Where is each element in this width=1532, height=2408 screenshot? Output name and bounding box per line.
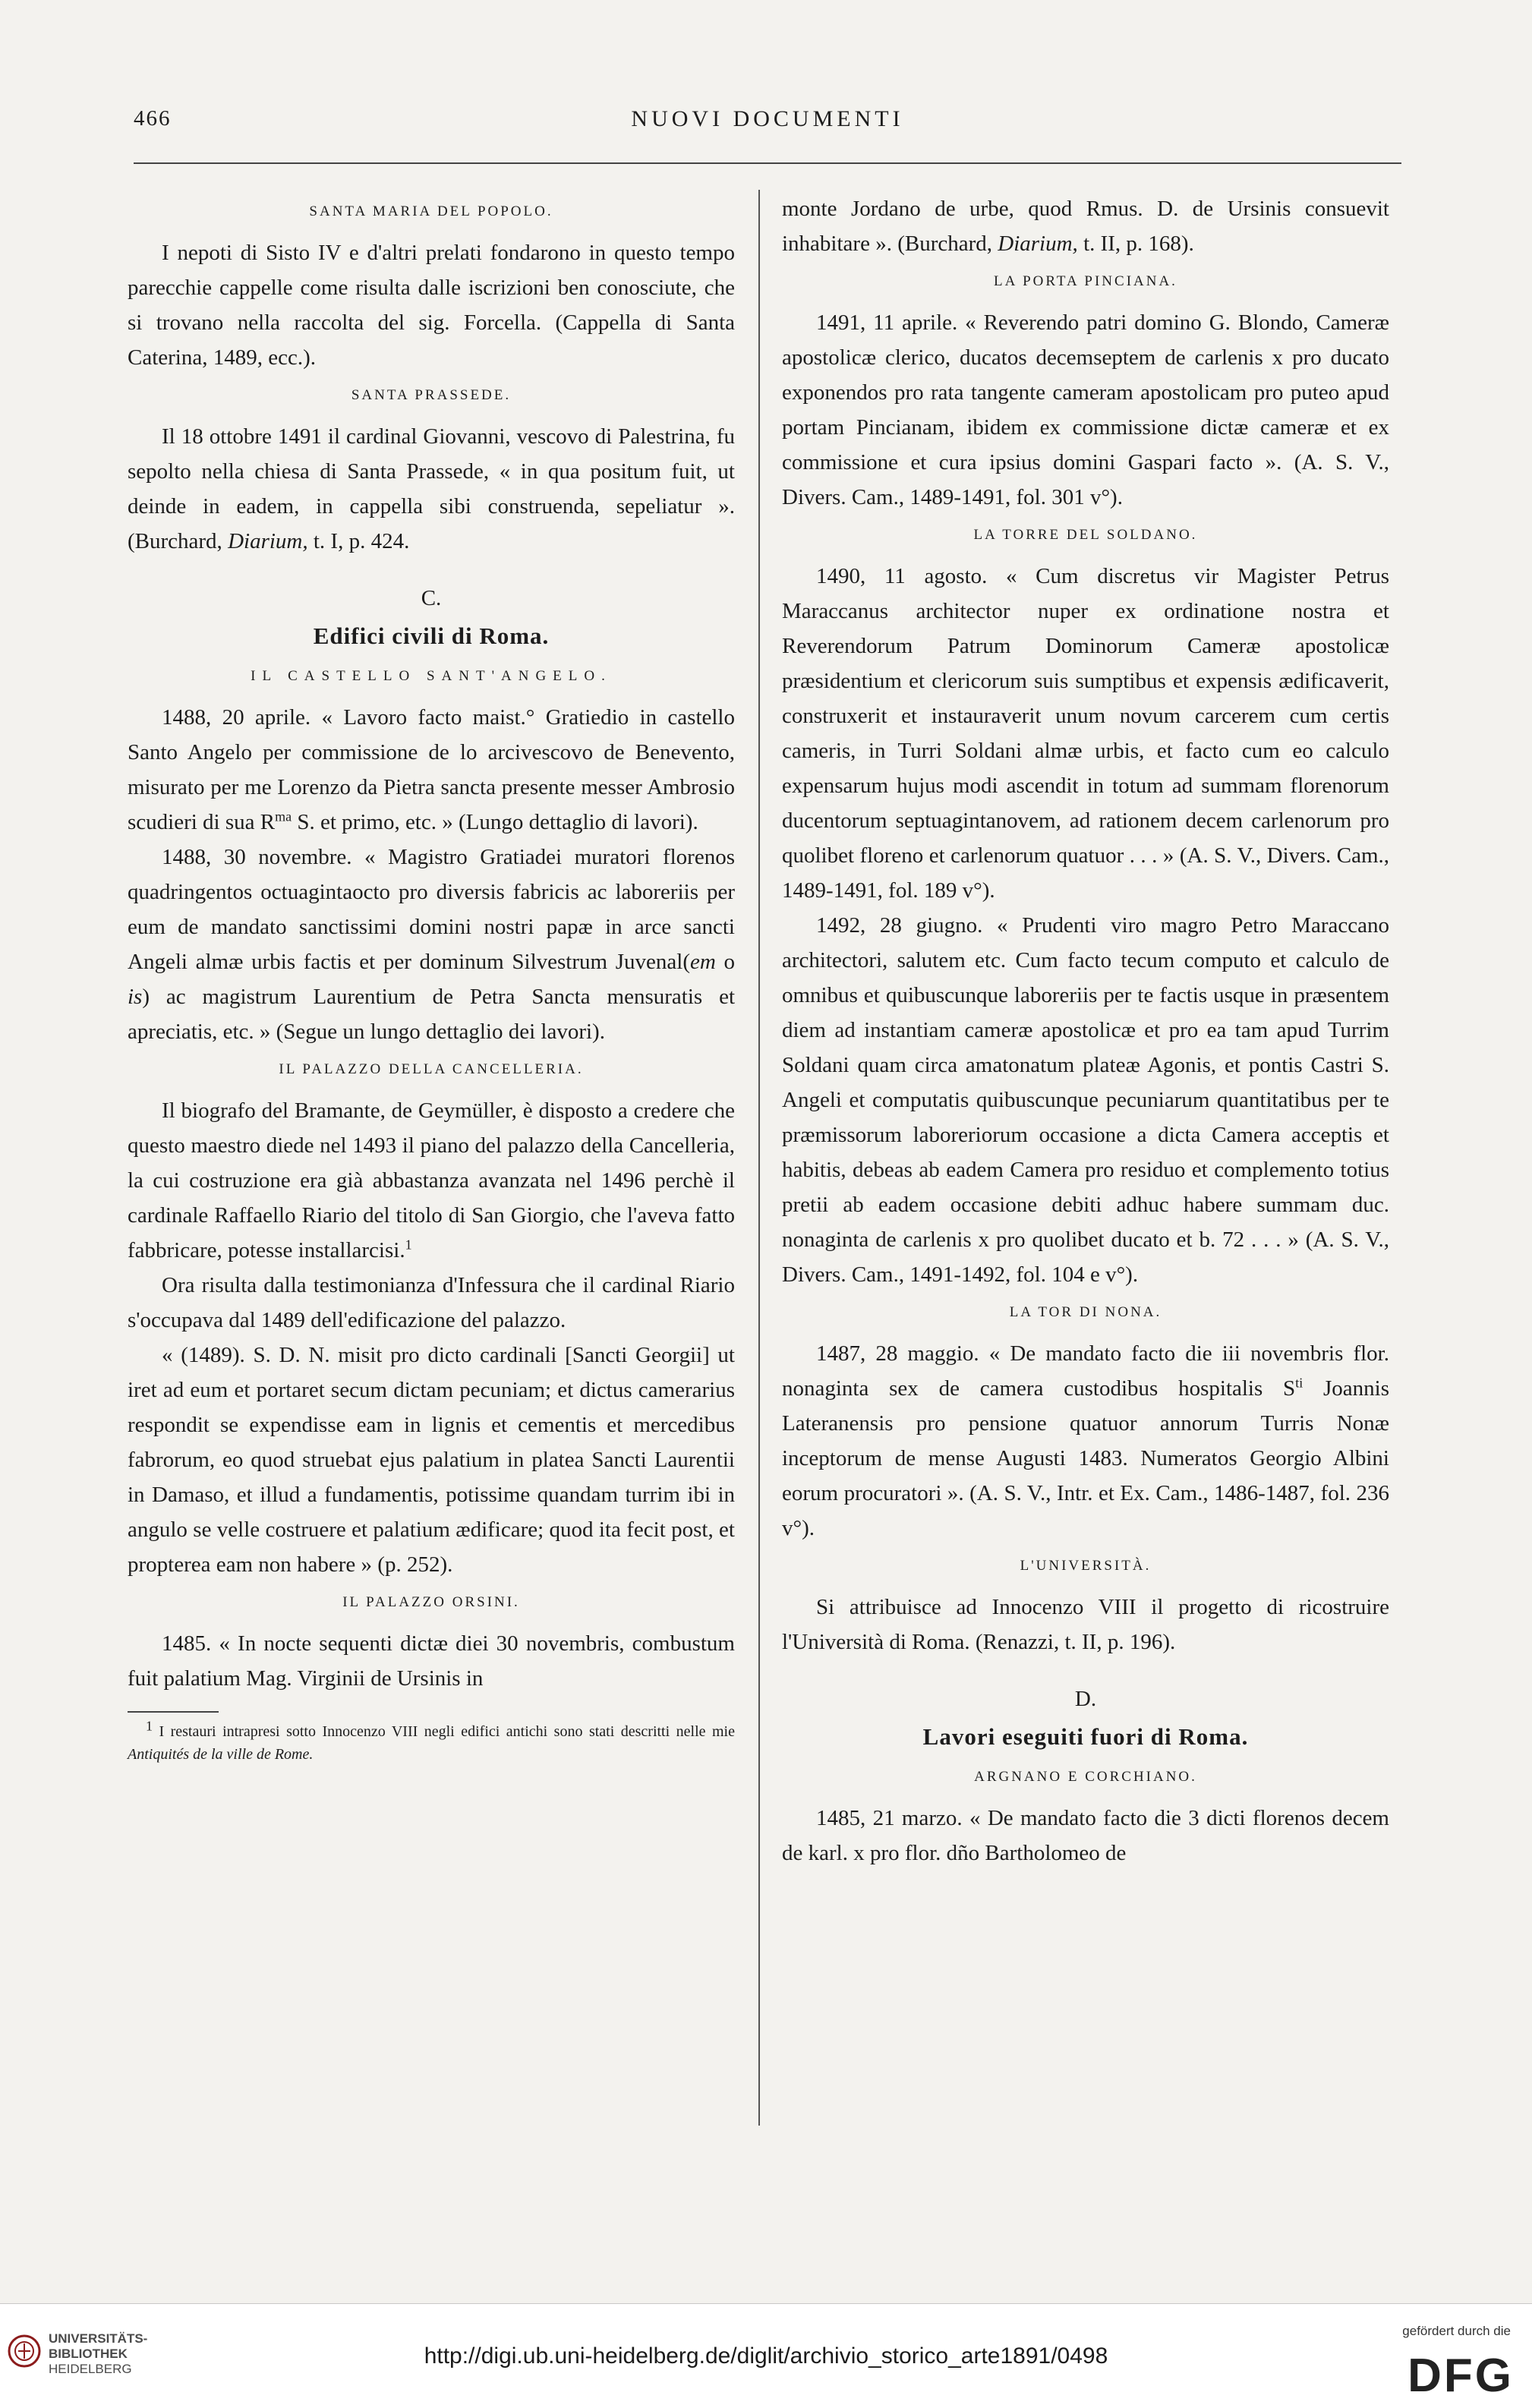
text: 1488, 30 novembre. « Magistro Gratiadei muratori florenos quadringentos octuagintaocto pro diversis fabricis ac laboreriis per eum de mandato sanctissimi domini nostri papæ in arce sancti Angeli almæ urbis factis et per dominum Silvestrum Juvenal( bbox=[128, 845, 735, 974]
paragraph-castello-1488-novembre bbox=[128, 840, 735, 1049]
page-header bbox=[134, 106, 1401, 141]
footnote-number: 1 bbox=[146, 1718, 153, 1734]
heading-palazzo-cancelleria: IL PALAZZO DELLA CANCELLERIA. bbox=[279, 1061, 584, 1077]
header-rule bbox=[134, 162, 1401, 164]
paragraph-porta-pinciana: 1491, 11 aprile. « Reverendo patri domino G. Blondo, Cameræ apostolicæ clerico, ducatos decemseptem de carlenis x pro ducato exponendos pro rata tangente cameram apostolicam pro puteo apud portam Pincianam, ibidem ex commissione dictæ cameræ et ex commissione et cura ipsius domini Gaspari facto ». (A. S. V., Divers. Cam., 1489-1491, fol. 301 v°). bbox=[782, 310, 1389, 509]
text: t. I, p. 424. bbox=[313, 529, 410, 553]
italic-title: Diarium, bbox=[998, 232, 1078, 256]
paragraph-universita: Si attribuisce ad Innocenzo VIII il progetto di ricostruire l'Università di Roma. (Renazzi, t. II, p. 196). bbox=[782, 1595, 1389, 1654]
paragraph-argnano: 1485, 21 marzo. « De mandato facto die 3 dicti florenos decem de karl. x pro flor. dño Bartholomeo de bbox=[782, 1806, 1389, 1865]
text: 1488, 20 aprile. « Lavoro facto maist.° Gratiedio in castello Santo Angelo per commissione de lo arcivescovo de Benevento, misurato per me Lorenzo da Pietra sancta presente messer Ambrosio scudieri di sua R bbox=[128, 705, 735, 834]
italic-title: Diarium, bbox=[228, 529, 308, 553]
institution-line: HEIDELBERG bbox=[49, 2362, 132, 2376]
superscript: ma bbox=[275, 808, 292, 824]
italic-title: Antiquités de la ville de Rome. bbox=[128, 1746, 314, 1763]
paragraph-santa-prassede bbox=[128, 419, 735, 559]
paragraph-cancelleria-biografo bbox=[128, 1093, 735, 1268]
dfg-logo: DFG bbox=[1407, 2350, 1514, 2402]
digitization-footer bbox=[0, 2303, 1532, 2408]
italic-text: is bbox=[128, 985, 143, 1009]
text: monte Jordano de urbe, quod Rmus. D. de Ursinis consuevit inhabitare ». (Burchard, bbox=[782, 197, 1389, 256]
section-letter-c: C. bbox=[421, 586, 442, 610]
text: Joannis Lateranensis pro pensione quatuor annorum Turris Nonæ inceptorum de mense Augusti 1483. Numeratos Georgio Albini eorum procuratori ». (A. S. V., Intr. et Ex. Cam., 1486-1487, fol. 236 v°). bbox=[782, 1376, 1389, 1540]
heading-universita: L'UNIVERSITÀ. bbox=[1020, 1558, 1152, 1574]
funding-note: gefördert durch die bbox=[1402, 2324, 1511, 2338]
paragraph-tor-di-nona bbox=[782, 1336, 1389, 1546]
superscript: ti bbox=[1295, 1375, 1303, 1391]
paragraph-nepoti: I nepoti di Sisto IV e d'altri prelati fondarono in questo tempo parecchie cappelle come risulta dalle iscrizioni ben conosciute, che si trovano nella raccolta del sig. Forcella. (Cappella di Santa Caterina, 1489, ecc.). bbox=[128, 241, 735, 370]
running-head: NUOVI DOCUMENTI bbox=[631, 106, 904, 131]
right-column bbox=[782, 191, 1389, 1871]
paragraph-orsini: 1485. « In nocte sequenti dictæ diei 30 novembris, combustum fuit palatium Mag. Virginii de Ursinis in bbox=[128, 1631, 735, 1691]
footnote-rule bbox=[128, 1711, 219, 1713]
heading-argnano-corchiano: ARGNANO E CORCHIANO. bbox=[974, 1769, 1197, 1785]
left-column bbox=[128, 191, 735, 1766]
text: 1487, 28 maggio. « De mandato facto die iii novembris flor. nonaginta sex de camera custodibus hospitalis S bbox=[782, 1341, 1389, 1401]
institution-line: BIBLIOTHEK bbox=[49, 2347, 128, 2361]
paragraph-cancelleria-quote: « (1489). S. D. N. misit pro dicto cardinali [Sancti Georgii] ut iret ad eum et portaret secum dictam pecuniam; et dictus camerarius respondit se expendisse eam in lignis et cementis et mercedibus fabrorum, eo quod struebat ejus palatium in platea Sancti Laurentii in Damaso, et illud a fundamentis, potissime quandam turrim ibi in angulo se velle costruere et palatium ædificare; quod ita fecit post, et propterea eam non habere » (p. 252). bbox=[128, 1343, 735, 1577]
text: S. et primo, etc. » (Lungo dettaglio di lavori). bbox=[292, 810, 698, 834]
section-title-edifici-civili: Edifici civili di Roma. bbox=[313, 622, 550, 649]
page-number: 466 bbox=[134, 106, 172, 131]
heading-tor-di-nona: LA TOR DI NONA. bbox=[1009, 1304, 1162, 1320]
heading-castello-sant-angelo: IL CASTELLO SANT'ANGELO. bbox=[251, 668, 612, 684]
paragraph-cancelleria-infessura: Ora risulta dalla testimonianza d'Infessura che il cardinal Riario s'occupava dal 1489 dell'edificazione del palazzo. bbox=[128, 1273, 735, 1332]
heading-santa-maria-del-popolo: SANTA MARIA DEL POPOLO. bbox=[309, 203, 553, 219]
paragraph-torre-1492: 1492, 28 giugno. « Prudenti viro magro Petro Maraccano architectori, salutem etc. Cum facto tecum computo et calculo de omnibus et quibuscunque laboreriis per te factis usque in præsentem diem ad instantiam cameræ apostolicæ et pro ea tam apud Turrim Soldani quam circa amatonatum plateæ Agonis, et pontis Castri S. Angeli et computatis quibuscunque pecuniarum quantitatibus per te præmissorum laboreriorum occasione a dicta Camera acceptis et habitis, debeas ab eadem Camera pro residuo et complemento totius pretii ab eadem occasione debiti adhuc habere summam duc. nonaginta de carlenis x pro quolibet ducato et b. 72 . . . » (A. S. V., Divers. Cam., 1491-1492, fol. 104 e v°). bbox=[782, 913, 1389, 1287]
heading-palazzo-orsini: IL PALAZZO ORSINI. bbox=[342, 1594, 520, 1610]
heading-santa-prassede: SANTA PRASSEDE. bbox=[351, 387, 512, 403]
paragraph-castello-1488-aprile bbox=[128, 700, 735, 840]
section-title-lavori-fuori-roma: Lavori eseguiti fuori di Roma. bbox=[922, 1723, 1249, 1750]
footnote bbox=[128, 1720, 735, 1766]
italic-text: em bbox=[690, 950, 716, 974]
permalink[interactable]: http://digi.ub.uni-heidelberg.de/diglit/archivio_storico_arte1891/0498 bbox=[424, 2343, 1108, 2369]
text: ) ac magistrum Laurentium de Petra Sancta mensuratis et apreciatis, etc. » (Segue un lungo dettaglio dei lavori). bbox=[128, 985, 735, 1044]
column-divider bbox=[758, 190, 760, 2126]
heading-porta-pinciana: LA PORTA PINCIANA. bbox=[994, 273, 1177, 289]
paragraph-orsini-continued bbox=[782, 191, 1389, 261]
text: I restauri intrapresi sotto Innocenzo VIII negli edifici antichi sono stati descritti nelle mie bbox=[153, 1723, 735, 1740]
text: Il biografo del Bramante, de Geymüller, è disposto a credere che questo maestro diede nel 1493 il piano del palazzo della Cancelleria, la cui costruzione era già abbastanza avanzata nel 1496 perchè il cardinale Raffaello Riario del titolo di San Giorgio, che l'aveva fatto fabbricare, potesse installarcisi. bbox=[128, 1098, 735, 1262]
institution-line: UNIVERSITÄTS- bbox=[49, 2331, 148, 2346]
section-letter-d: D. bbox=[1074, 1687, 1097, 1711]
text: o bbox=[715, 950, 736, 974]
paragraph-torre-1490: 1490, 11 agosto. « Cum discretus vir Magister Petrus Maraccanus architector nuper ex ordinatione nostra et Reverendorum Patrum Dominorum Cameræ apostolicæ præsidentium et clericorum suis sumptibus et expensis ædificaverit, construxerit et instauraverit unum novum carcerem cum certis cameris, in Turri Soldani almæ urbis, et facto cum eo calculo expensarum hujus modi ascendit in totum ad summam florenorum ducentorum septuagintanovem, ad rationem decem carlenorum pro quolibet floreno et carlenorum quatuor . . . » (A. S. V., Divers. Cam., 1489-1491, fol. 189 v°). bbox=[782, 564, 1389, 903]
heading-torre-del-soldano: LA TORRE DEL SOLDANO. bbox=[973, 527, 1198, 543]
text: Il 18 ottobre 1491 il cardinal Giovanni, vescovo di Palestrina, fu sepolto nella chiesa di Santa Prassede, « in qua positum fuit, ut deinde in eadem, in cappella sibi construenda, sepeliatur ». (Burchard, bbox=[128, 424, 735, 553]
footnote-ref: 1 bbox=[405, 1237, 412, 1253]
text: t. II, p. 168). bbox=[1083, 232, 1194, 256]
